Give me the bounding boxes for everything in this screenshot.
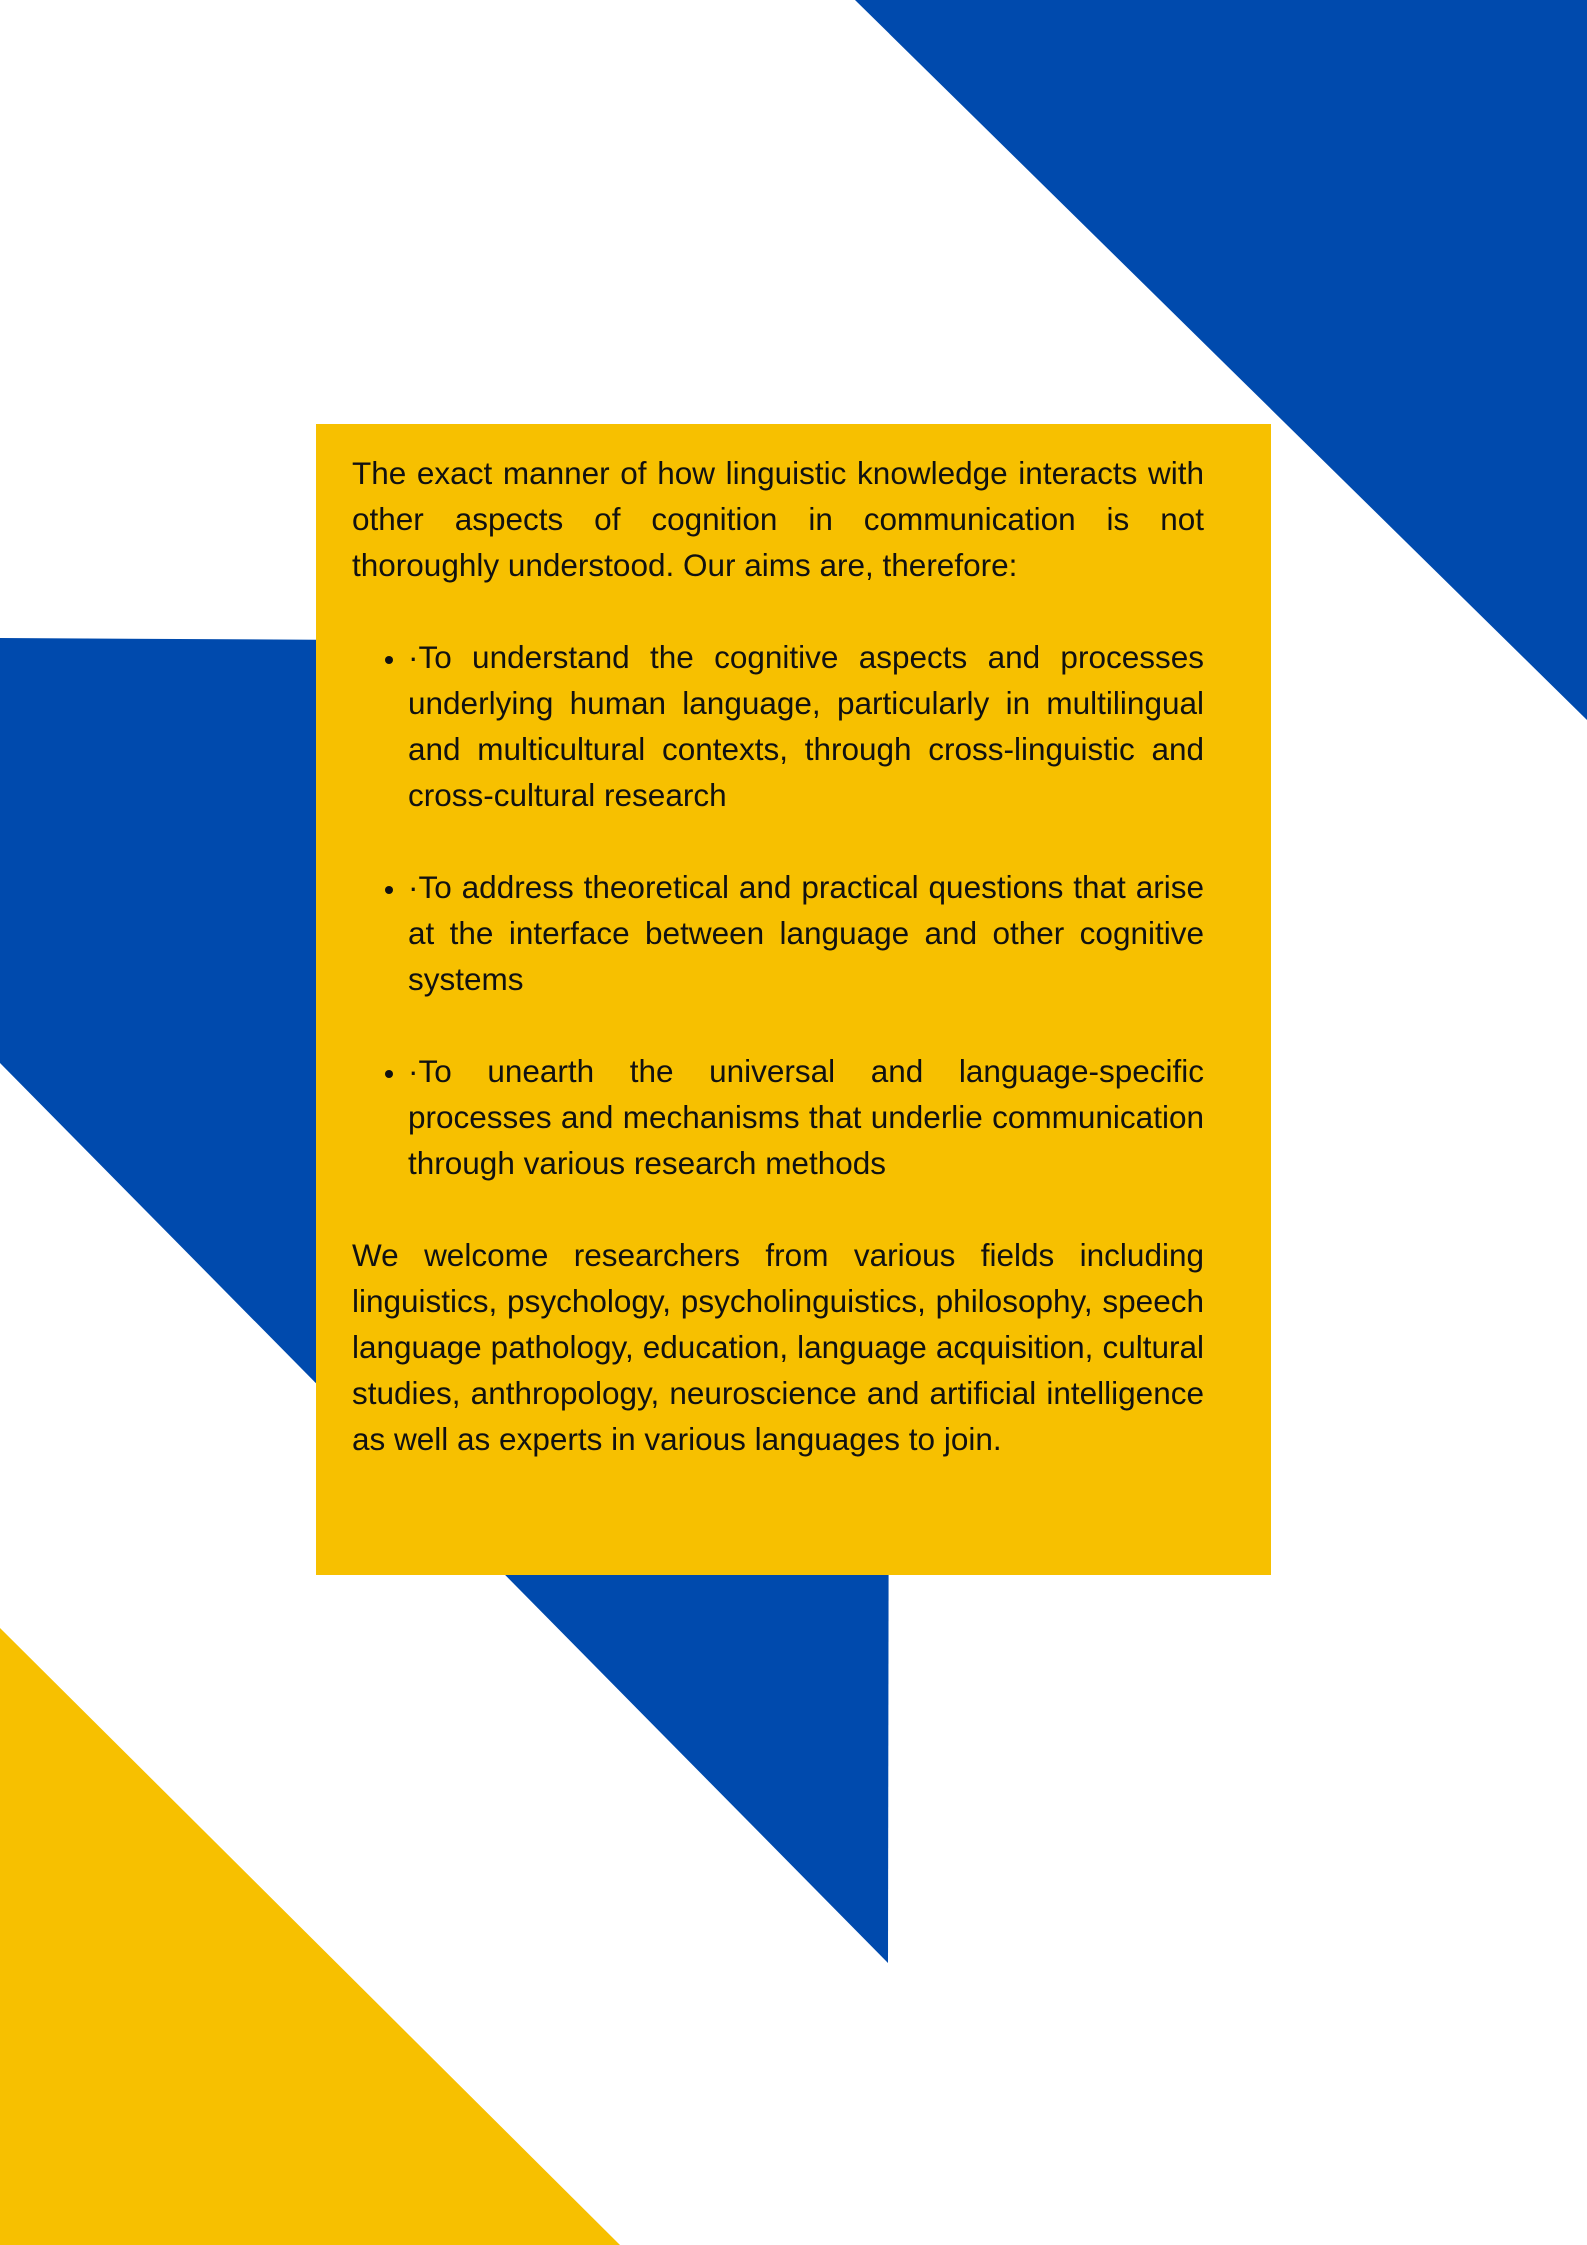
bottom-left-yellow-triangle xyxy=(0,1628,620,2245)
aims-text-panel xyxy=(316,424,1271,1575)
aims-list xyxy=(352,634,1204,1186)
aim-item-universal-language-specific-processes: • ·To unearth the universal and language-specific processes and mechanisms that underlie communication through various research methods xyxy=(408,1048,1204,1186)
intro-paragraph: The exact manner of how linguistic knowledge interacts with other aspects of cognition in communication is not thoroughly understood. Our aims are, therefore: xyxy=(352,455,1204,583)
aim-item-cognitive-aspects: • ·To understand the cognitive aspects and processes underlying human language, particularly in multilingual and multicultural contexts, through cross-linguistic and cross-cultural research xyxy=(408,634,1204,818)
closing-paragraph: We welcome researchers from various fields including linguistics, psychology, psycholinguistics, philosophy, speech language pathology, education, language acquisition, cultural studies, anthropology, neuroscience and artificial intelligence as well as experts in various languages to join. xyxy=(352,1237,1204,1457)
aim-item-theoretical-practical-questions: • ·To address theoretical and practical questions that arise at the interface between language and other cognitive systems xyxy=(408,864,1204,1002)
